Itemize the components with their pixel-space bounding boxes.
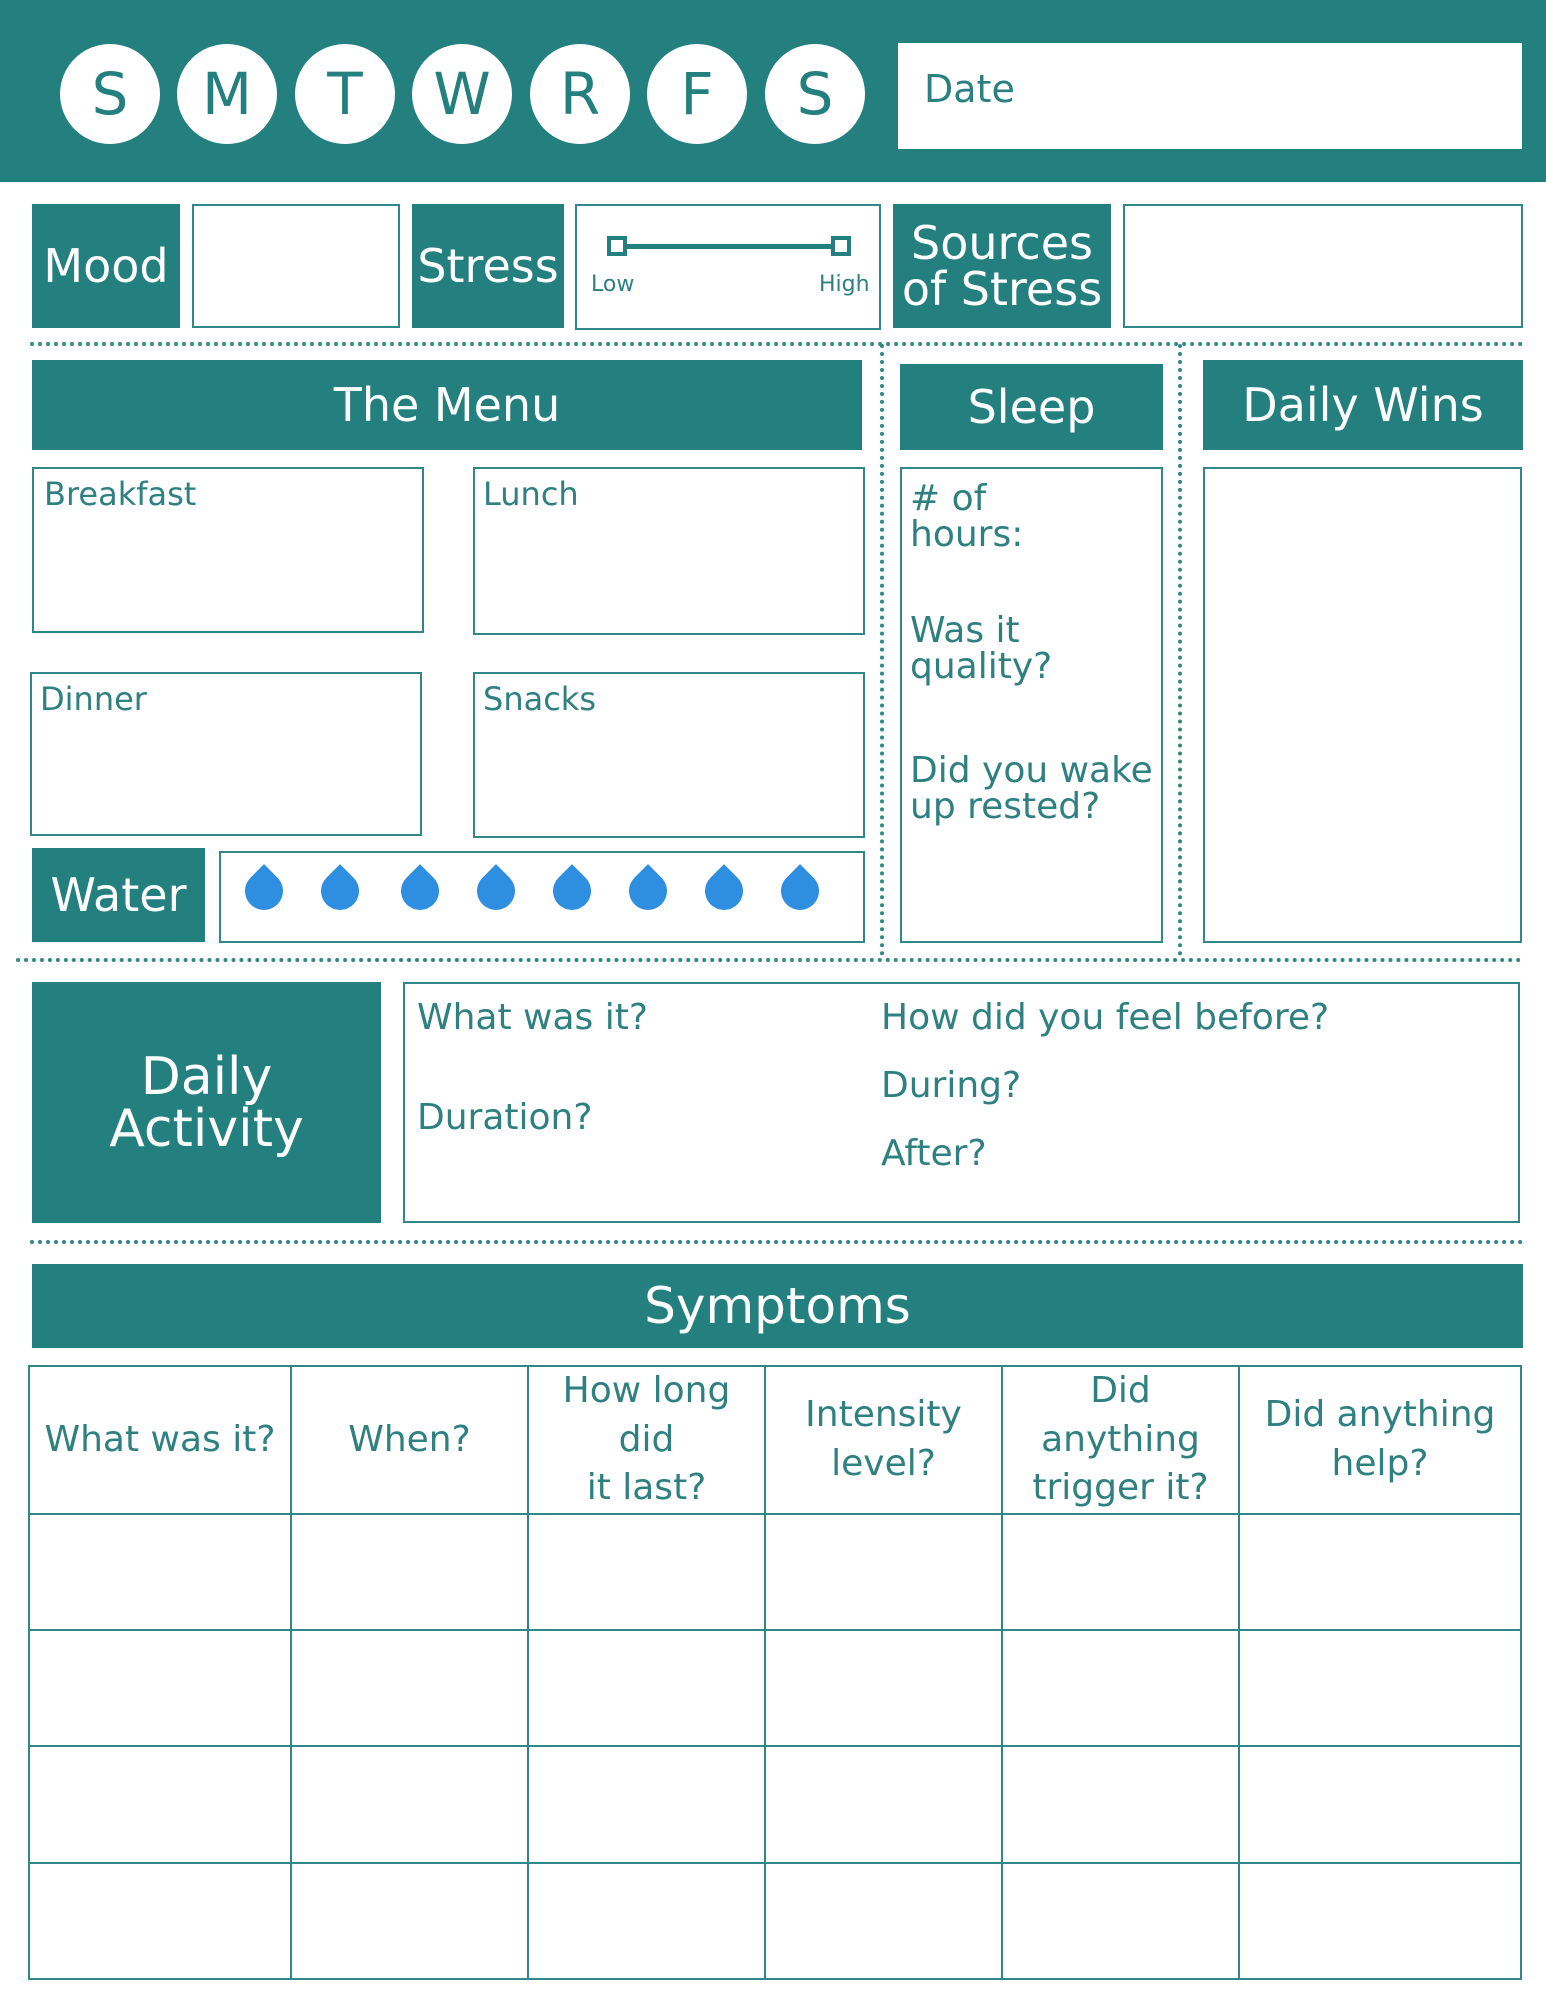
table-cell[interactable] [528,1630,765,1746]
table-row [29,1863,1521,1979]
stress-slider-low-handle[interactable] [607,236,627,256]
lunch-label: Lunch [483,475,579,513]
table-cell[interactable] [1239,1863,1521,1979]
sleep-box[interactable] [900,467,1163,943]
day-circle-monday[interactable]: M [177,44,277,144]
table-cell[interactable] [291,1746,528,1862]
table-cell[interactable] [1002,1746,1239,1862]
table-cell[interactable] [1239,1746,1521,1862]
symptoms-title: Symptoms [32,1264,1523,1348]
stress-slider-high-handle[interactable] [831,236,851,256]
table-cell[interactable] [765,1514,1002,1630]
table-row [29,1514,1521,1630]
mood-input-box[interactable] [192,204,400,328]
water-label: Water [32,848,205,942]
symptoms-table [28,1365,1522,1980]
menu-title: The Menu [32,360,862,450]
table-cell[interactable] [1002,1514,1239,1630]
divider-bottom [30,1240,1524,1244]
activity-feel-before-question: How did you feel before? [881,997,1330,1038]
day-circle-wednesday[interactable]: W [412,44,512,144]
snacks-box[interactable] [473,672,865,838]
activity-duration-question: Duration? [417,1097,593,1138]
table-cell[interactable] [1239,1514,1521,1630]
daily-activity-title: Daily Activity [32,982,381,1223]
breakfast-label: Breakfast [44,475,197,513]
divider-middle [16,958,1522,962]
water-tracker-box [219,851,865,943]
dinner-box[interactable] [30,672,422,836]
sources-of-stress-label: Sources of Stress [893,204,1111,328]
lunch-box[interactable] [473,467,865,635]
activity-after-question: After? [881,1133,987,1174]
stress-slider-box[interactable] [575,204,881,330]
table-cell[interactable] [29,1514,291,1630]
sleep-rested-question: Did you wake up rested? [910,750,1153,827]
sleep-quality-question: Was it quality? [910,610,1053,687]
day-circle-thursday[interactable]: R [530,44,630,144]
activity-what-question: What was it? [417,997,648,1038]
stress-high-label: High [819,272,870,297]
table-cell[interactable] [765,1863,1002,1979]
divider-menu-sleep [880,344,884,956]
symptoms-col-what: What was it? [29,1366,291,1514]
table-cell[interactable] [1002,1630,1239,1746]
table-cell[interactable] [1002,1863,1239,1979]
day-circle-saturday[interactable]: S [765,44,865,144]
table-cell[interactable] [1239,1630,1521,1746]
table-cell[interactable] [291,1863,528,1979]
daily-wins-title: Daily Wins [1203,360,1523,450]
symptoms-col-help: Did anything help? [1239,1366,1521,1514]
stress-label: Stress [412,204,564,328]
snacks-label: Snacks [483,680,596,718]
divider-top [30,342,1524,346]
day-circle-sunday[interactable]: S [60,44,160,144]
sleep-hours-question: # of hours: [910,478,1024,555]
dinner-label: Dinner [40,680,147,718]
table-row [29,1746,1521,1862]
daily-wins-box[interactable] [1203,467,1522,943]
symptoms-col-trigger: Did anything trigger it? [1002,1366,1239,1514]
symptoms-col-when: When? [291,1366,528,1514]
sources-of-stress-input-box[interactable] [1123,204,1523,328]
table-cell[interactable] [291,1514,528,1630]
divider-sleep-wins [1178,344,1182,956]
sleep-title: Sleep [900,364,1163,450]
table-cell[interactable] [29,1863,291,1979]
table-cell[interactable] [291,1630,528,1746]
table-cell[interactable] [765,1746,1002,1862]
table-row [29,1630,1521,1746]
symptoms-col-intensity: Intensity level? [765,1366,1002,1514]
day-circle-friday[interactable]: F [647,44,747,144]
activity-during-question: During? [881,1065,1022,1106]
symptoms-col-duration: How long did it last? [528,1366,765,1514]
table-cell[interactable] [29,1630,291,1746]
table-cell[interactable] [29,1746,291,1862]
breakfast-box[interactable] [32,467,424,633]
table-cell[interactable] [528,1863,765,1979]
stress-slider-track[interactable] [617,244,847,249]
stress-low-label: Low [591,272,635,297]
symptoms-header-row [29,1366,1521,1514]
header-bar [0,0,1546,182]
date-field[interactable]: Date [898,43,1522,149]
mood-label: Mood [32,204,180,328]
table-cell[interactable] [765,1630,1002,1746]
daily-activity-box[interactable] [403,982,1520,1223]
table-cell[interactable] [528,1514,765,1630]
table-cell[interactable] [528,1746,765,1862]
day-circle-tuesday[interactable]: T [295,44,395,144]
